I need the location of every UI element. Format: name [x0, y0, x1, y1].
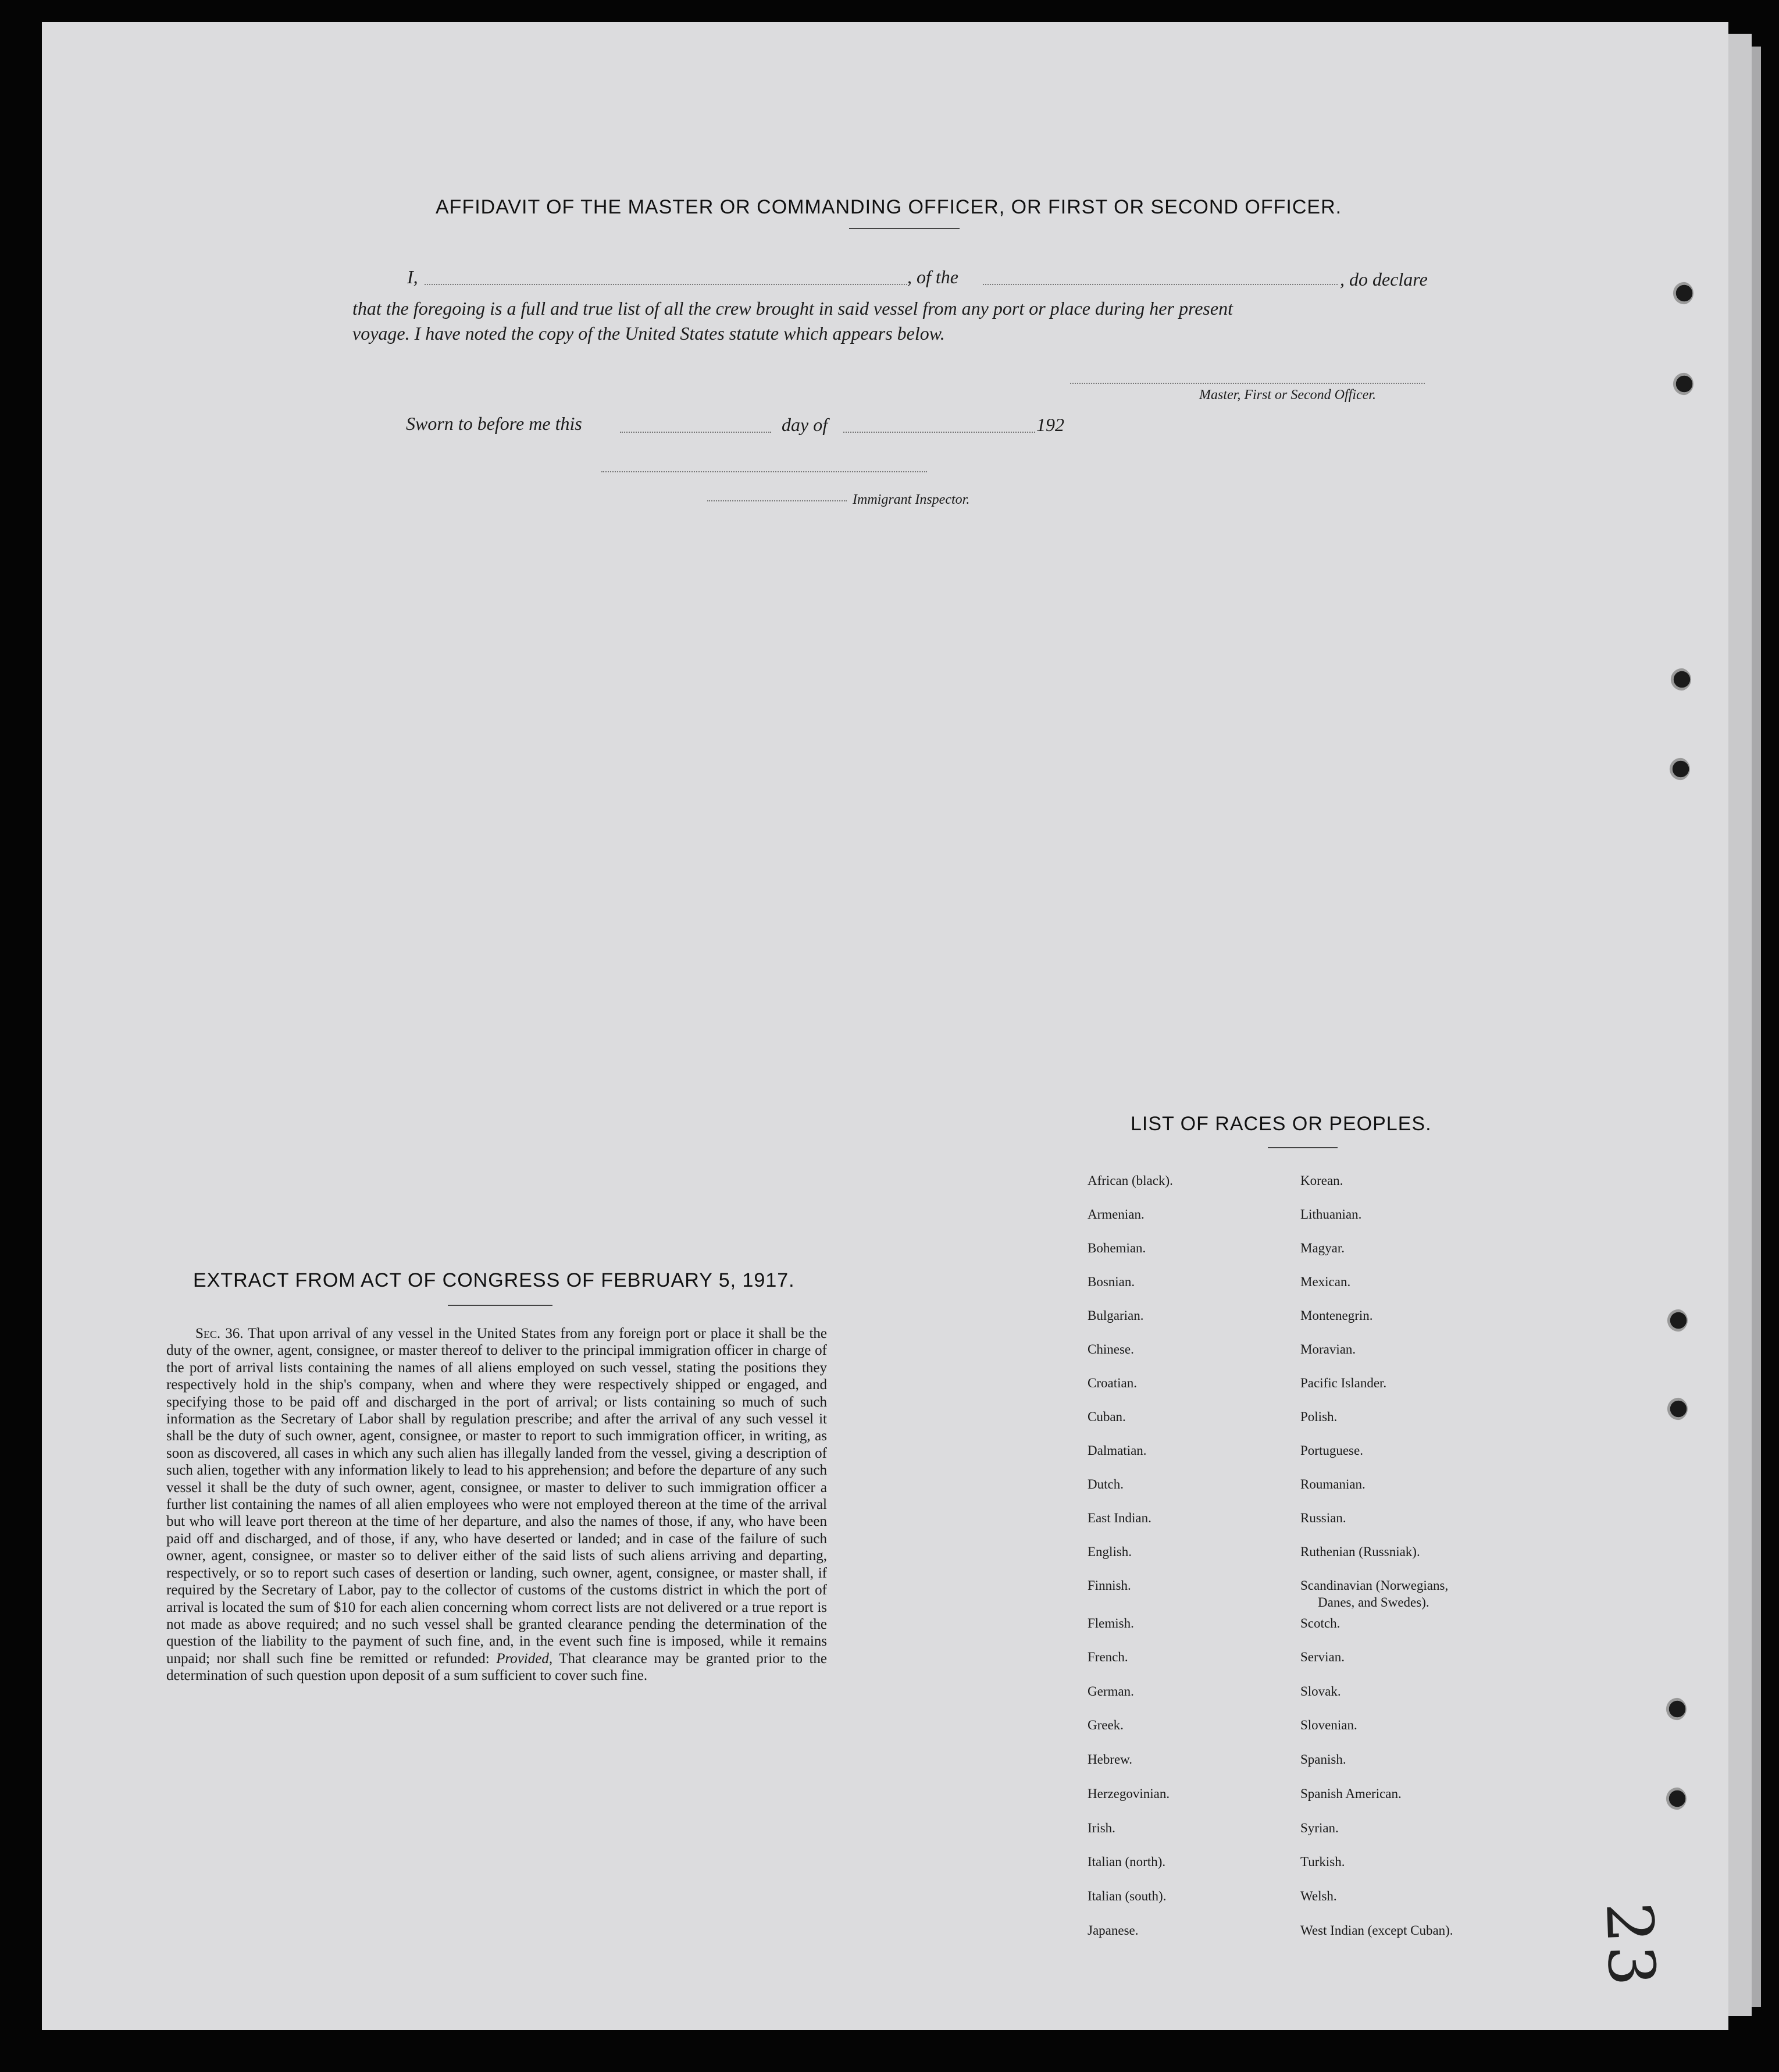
punch-hole	[1663, 1787, 1687, 1810]
race-item: Herzegovinian.	[1088, 1786, 1170, 1801]
race-item: Spanish American.	[1300, 1786, 1402, 1801]
race-item: Italian (north).	[1088, 1854, 1166, 1869]
extract-title: EXTRACT FROM ACT OF CONGRESS OF FEBRUARY 5, 1917.	[193, 1269, 795, 1291]
vessel-name-field[interactable]	[983, 284, 1338, 285]
inspector-signature-line[interactable]	[601, 471, 927, 472]
punch-hole	[1663, 1697, 1687, 1721]
race-item: Ruthenian (Russniak).	[1300, 1544, 1420, 1559]
extract-title-rule	[448, 1305, 552, 1306]
race-item: Japanese.	[1088, 1923, 1139, 1938]
sworn-day-field[interactable]	[620, 432, 771, 433]
race-item: Magyar.	[1300, 1241, 1345, 1255]
races-title: LIST OF RACES OR PEOPLES.	[1131, 1113, 1432, 1135]
race-item: Scotch.	[1300, 1616, 1341, 1630]
race-item: Croatian.	[1088, 1376, 1137, 1390]
handwritten-page-number: 23	[1592, 1901, 1670, 1990]
declaration-line-3: voyage. I have noted the copy of the United States statute which appears below.	[352, 323, 945, 344]
race-item: Pacific Islander.	[1300, 1376, 1387, 1390]
race-item: English.	[1088, 1544, 1132, 1559]
punch-hole	[1670, 372, 1694, 396]
sworn-year: 192	[1036, 414, 1064, 435]
race-item: Portuguese.	[1300, 1443, 1363, 1458]
race-item: Syrian.	[1300, 1821, 1339, 1835]
punch-hole	[1664, 1309, 1688, 1332]
race-item: Flemish.	[1088, 1616, 1134, 1630]
race-item: Korean.	[1300, 1173, 1343, 1188]
race-item: French.	[1088, 1650, 1128, 1664]
punch-hole	[1664, 1397, 1688, 1421]
race-item: German.	[1088, 1684, 1134, 1699]
race-item: Roumanian.	[1300, 1477, 1366, 1491]
punch-hole	[1667, 757, 1690, 781]
race-item: Italian (south).	[1088, 1889, 1167, 1903]
race-item: Bohemian.	[1088, 1241, 1146, 1255]
race-item: Welsh.	[1300, 1889, 1337, 1903]
race-item: Armenian.	[1088, 1207, 1145, 1222]
race-item: Scandinavian (Norwegians,	[1300, 1578, 1449, 1593]
race-item: Turkish.	[1300, 1854, 1345, 1869]
race-item-continuation: Danes, and Swedes).	[1318, 1595, 1429, 1610]
race-item: Bosnian.	[1088, 1274, 1135, 1289]
extract-body	[166, 1325, 827, 1685]
race-item: Moravian.	[1300, 1342, 1356, 1357]
officer-signature-caption: Master, First or Second Officer.	[1199, 387, 1376, 403]
inspector-caption: Immigrant Inspector.	[853, 492, 970, 507]
race-item: Finnish.	[1088, 1578, 1131, 1593]
extract-body-part1: That upon arrival of any vessel in the United States from any foreign port or place it shall be the duty of the owner, agent, consignee, or master thereof to deliver to the principal immigration officer in charge of the port of arrival lists containing the names of all aliens employed on such vessel, stating the positions they respectively hold in the ship's company, when and where they were respectively shipped or engaged, and specifying those to be paid off and discharged in the port of arrival; or lists containing so much of such information as the Secretary of Labor shall by regulation prescribe; and after the arrival of any such vessel it shall be the duty of such owner, agent, consignee, or master to report to such immigration officer, in writing, as soon as discovered, all cases in which any such alien has illegally landed from the vessel, giving a description of such alien, together with any information likely to lead to his apprehension; and before the departure of any such vessel it shall be the duty of such owner, agent, consignee, or master to deliver to such immigration officer a further list containing the names of all alien employees who were not employed thereon at the time of the arrival but who will leave port thereon at the time of her departure, and also the names of those, if any, who have been paid off and discharged, and of those, if any, who have deserted or landed; and in case of the failure of such owner, agent, consignee, or master so to deliver either of the said lists of such aliens arriving and departing, respectively, or so to report such cases of desertion or landing, such owner, agent, consignee, or master shall, if required by the Secretary of Labor, pay to the collector of customs of the customs district in which the port of arrival is located the sum of $10 for each alien concerning whom correct lists are not delivered or a true report is not made as above required; and no such vessel shall be granted clearance pending the determination of the question of the liability to the payment of such fine, and, in the event such fine is imposed, while it remains unpaid; nor shall such fine be remitted or refunded:	[166, 1326, 827, 1667]
race-item: Lithuanian.	[1300, 1207, 1362, 1222]
sworn-month-field[interactable]	[843, 432, 1035, 433]
of-the-label: , of the	[907, 266, 958, 287]
race-item: Cuban.	[1088, 1409, 1126, 1424]
title-rule	[849, 228, 960, 229]
affidavit-title: AFFIDAVIT OF THE MASTER OR COMMANDING OFFICER, OR FIRST OR SECOND OFFICER.	[436, 196, 1342, 218]
inspector-signature-field[interactable]	[707, 500, 847, 501]
race-item: Dalmatian.	[1088, 1443, 1147, 1458]
provided-word: Provided,	[496, 1650, 553, 1667]
race-item: West Indian (except Cuban).	[1300, 1923, 1453, 1938]
race-item: Greek.	[1088, 1718, 1124, 1732]
race-item: Irish.	[1088, 1821, 1115, 1835]
punch-hole	[1670, 282, 1694, 305]
race-item: Chinese.	[1088, 1342, 1134, 1357]
race-item: Montenegrin.	[1300, 1308, 1373, 1323]
extract-body-part2: That clearance may be granted prior to the determination of such question upon deposit of a sum sufficient to cover such fine.	[166, 1650, 827, 1684]
race-item: Dutch.	[1088, 1477, 1124, 1491]
race-item: East Indian.	[1088, 1511, 1151, 1525]
race-item: Polish.	[1300, 1409, 1338, 1424]
race-item: Spanish.	[1300, 1752, 1346, 1767]
race-item: Russian.	[1300, 1511, 1346, 1525]
declarant-name-field[interactable]	[425, 284, 907, 285]
race-item: Servian.	[1300, 1650, 1345, 1664]
race-item: Slovak.	[1300, 1684, 1341, 1699]
officer-signature-field[interactable]	[1070, 383, 1425, 384]
sworn-day-of-label: day of	[782, 414, 828, 435]
race-item: Slovenian.	[1300, 1718, 1357, 1732]
races-title-rule	[1268, 1147, 1338, 1148]
race-item: African (black).	[1088, 1173, 1173, 1188]
declaration-line-2: that the foregoing is a full and true list of all the crew brought in said vessel from any port or place during her present	[352, 298, 1233, 319]
declare-label: , do declare	[1340, 269, 1428, 290]
declarant-prefix: I,	[407, 266, 418, 287]
sheet-edge-shadow	[1752, 47, 1761, 2007]
race-item: Bulgarian.	[1088, 1308, 1144, 1323]
sworn-prefix: Sworn to before me this	[406, 413, 582, 434]
race-item: Hebrew.	[1088, 1752, 1133, 1767]
race-item: Mexican.	[1300, 1274, 1351, 1289]
punch-hole	[1668, 668, 1691, 691]
sheet-edge	[1728, 34, 1752, 2016]
section-label: Sec. 36.	[195, 1326, 244, 1341]
